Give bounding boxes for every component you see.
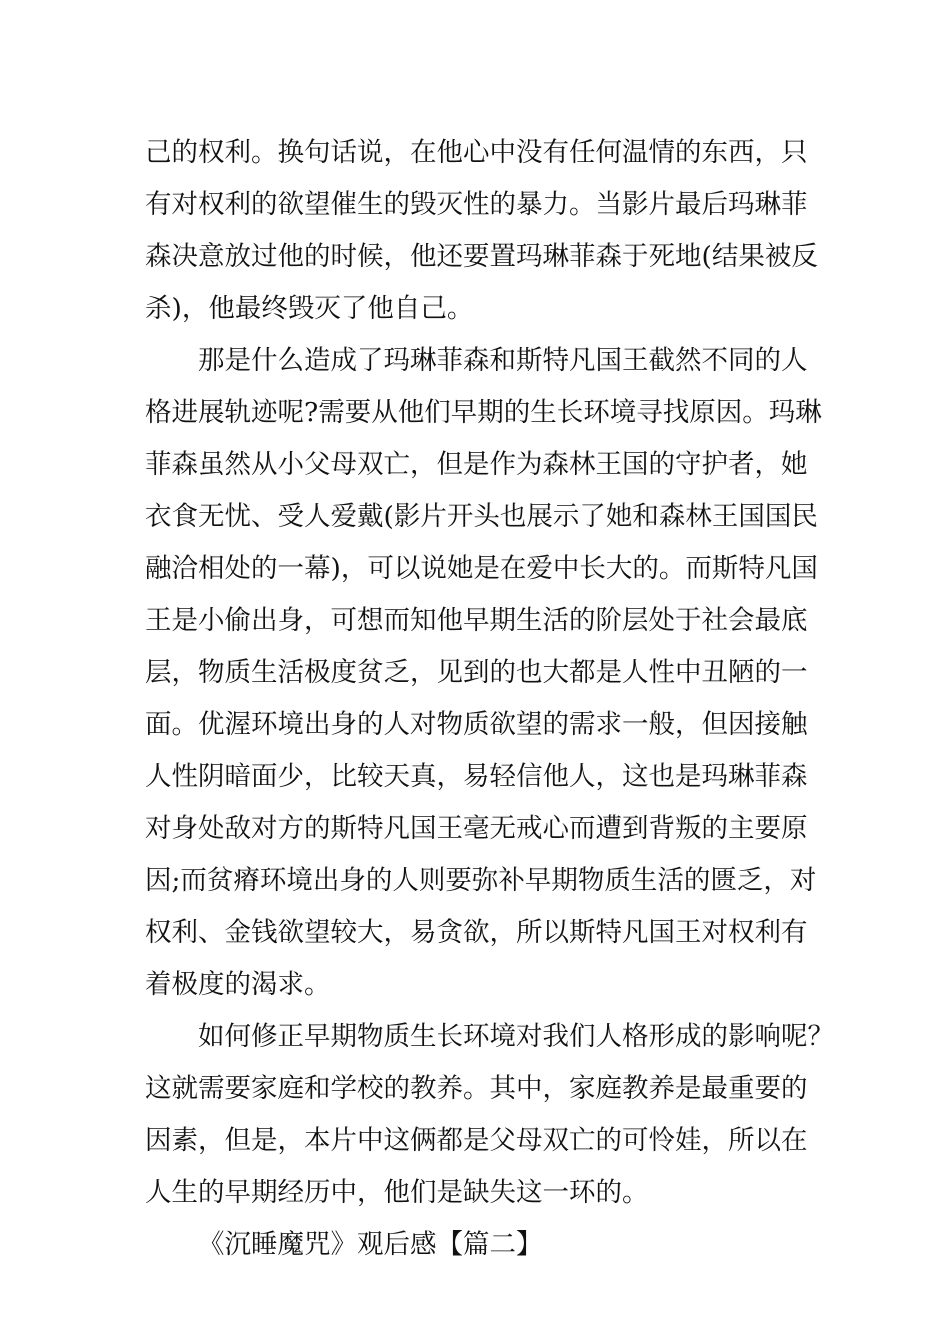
- text-line: 格进展轨迹呢?需要从他们早期的生长环境寻找原因。玛琳: [145, 397, 822, 428]
- text-line: 王是小偷出身，可想而知他早期生活的阶层处于社会最底: [145, 605, 808, 636]
- text-line: 因素，但是，本片中这俩都是父母双亡的可怜娃，所以在: [145, 1125, 808, 1156]
- paragraph-first-line: 那是什么造成了玛琳菲森和斯特凡国王截然不同的人: [198, 345, 808, 376]
- text-line: 人性阴暗面少，比较天真，易轻信他人，这也是玛琳菲森: [145, 761, 808, 792]
- text-line: 面。优渥环境出身的人对物质欲望的需求一般，但因接触: [145, 709, 808, 740]
- text-line: 有对权利的欲望催生的毁灭性的暴力。当影片最后玛琳菲: [145, 189, 808, 220]
- text-line: 着极度的渴求。: [145, 969, 331, 1000]
- text-line: 衣食无忧、受人爱戴(影片开头也展示了她和森林王国国民: [145, 501, 818, 532]
- text-line: 菲森虽然从小父母双亡，但是作为森林王国的守护者，她: [145, 449, 808, 480]
- text-line: 对身处敌对方的斯特凡国王毫无戒心而遭到背叛的主要原: [145, 813, 808, 844]
- text-line: 这就需要家庭和学校的教养。其中，家庭教养是最重要的: [145, 1073, 808, 1104]
- text-line: 人生的早期经历中，他们是缺失这一环的。: [145, 1177, 649, 1208]
- text-line: 己的权利。换句话说，在他心中没有任何温情的东西，只: [145, 137, 808, 168]
- section-heading: 《沉睡魔咒》观后感【篇二】: [198, 1229, 543, 1260]
- text-line: 融洽相处的一幕)，可以说她是在爱中长大的。而斯特凡国: [145, 553, 818, 584]
- text-line: 权利、金钱欲望较大，易贪欲，所以斯特凡国王对权利有: [145, 917, 808, 948]
- text-line: 层，物质生活极度贫乏，见到的也大都是人性中丑陋的一: [145, 657, 808, 688]
- text-line: 因;而贫瘠环境出身的人则要弥补早期物质生活的匮乏，对: [145, 865, 817, 896]
- paragraph-first-line: 如何修正早期物质生长环境对我们人格形成的影响呢？: [198, 1021, 834, 1052]
- text-line: 森决意放过他的时候，他还要置玛琳菲森于死地(结果被反: [145, 241, 818, 272]
- text-line: 杀)，他最终毁灭了他自己。: [145, 293, 474, 324]
